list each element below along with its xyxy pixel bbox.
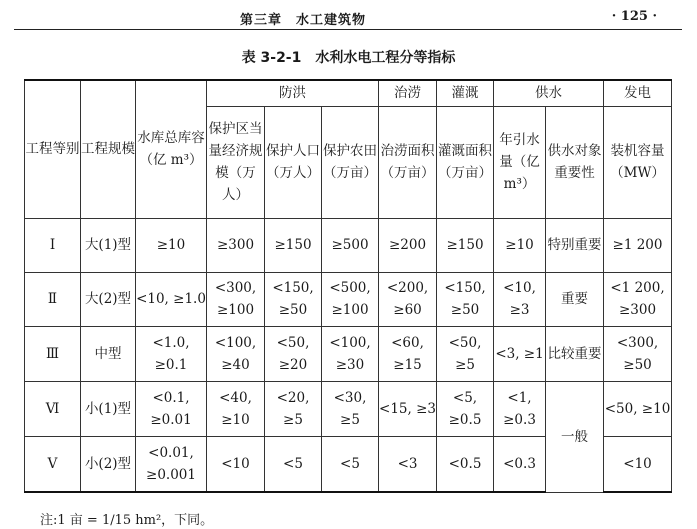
table-row — [25, 326, 672, 381]
running-header — [0, 9, 697, 29]
cell-scale: 大(1)型 — [81, 218, 136, 272]
col-header-importance: 供水对象重要性 — [546, 106, 604, 218]
cell-capacity: <1 200, ≥300 — [604, 272, 672, 326]
cell-storage: <1.0, ≥0.1 — [136, 326, 207, 381]
col-header-grade: 工程等别 — [25, 80, 81, 218]
cell-scale: 大(2)型 — [81, 272, 136, 326]
group-header-flood: 防洪 — [207, 80, 379, 106]
cell-grade: Ⅴ — [25, 436, 81, 492]
cell-grade: Ⅵ — [25, 381, 81, 436]
col-header-econ: 保护区当量经济规模（万人） — [207, 106, 265, 218]
cell-drainage: <15, ≥3 — [379, 381, 437, 436]
cell-irrigation: <0.5 — [437, 436, 494, 492]
cell-grade: Ⅰ — [25, 218, 81, 272]
cell-storage: <10, ≥1.0 — [136, 272, 207, 326]
table-caption — [0, 47, 697, 67]
group-header-water-supply: 供水 — [494, 80, 604, 106]
cell-water-volume: <3, ≥1 — [494, 326, 546, 381]
cell-econ: <300, ≥100 — [207, 272, 265, 326]
cell-drainage: ≥200 — [379, 218, 437, 272]
cell-capacity: <50, ≥10 — [604, 381, 672, 436]
cell-capacity: <300, ≥50 — [604, 326, 672, 381]
cell-irrigation: <5, ≥0.5 — [437, 381, 494, 436]
group-header-power: 发电 — [604, 80, 672, 106]
table-row — [25, 272, 672, 326]
cell-grade: Ⅱ — [25, 272, 81, 326]
col-header-scale: 工程规模 — [81, 80, 136, 218]
cell-storage: ≥10 — [136, 218, 207, 272]
col-header-storage: 水库总库容（亿 m³） — [136, 80, 207, 218]
cell-importance: 特别重要 — [546, 218, 604, 272]
group-header-irrigation: 灌溉 — [437, 80, 494, 106]
cell-irrigation: <50, ≥5 — [437, 326, 494, 381]
cell-scale: 小(1)型 — [81, 381, 136, 436]
cell-water-volume: <0.3 — [494, 436, 546, 492]
cell-scale: 小(2)型 — [81, 436, 136, 492]
cell-capacity: <10 — [604, 436, 672, 492]
cell-importance: 重要 — [546, 272, 604, 326]
cell-econ: <10 — [207, 436, 265, 492]
cell-water-volume: <1, ≥0.3 — [494, 381, 546, 436]
cell-water-volume: <10, ≥3 — [494, 272, 546, 326]
group-header-row — [25, 80, 672, 106]
cell-econ: ≥300 — [207, 218, 265, 272]
cell-econ: <40, ≥10 — [207, 381, 265, 436]
cell-population: <150, ≥50 — [265, 272, 322, 326]
col-header-farmland: 保护农田（万亩） — [322, 106, 379, 218]
col-header-irrigation-area: 灌溉面积（万亩） — [437, 106, 494, 218]
col-header-drainage-area: 治涝面积（万亩） — [379, 106, 437, 218]
cell-importance: 比较重要 — [546, 326, 604, 381]
page-number: · 125 · — [611, 9, 657, 24]
cell-storage: <0.01, ≥0.001 — [136, 436, 207, 492]
cell-drainage: <60, ≥15 — [379, 326, 437, 381]
cell-storage: <0.1, ≥0.01 — [136, 381, 207, 436]
cell-farmland: <500, ≥100 — [322, 272, 379, 326]
col-header-population: 保护人口（万人） — [265, 106, 322, 218]
cell-farmland: ≥500 — [322, 218, 379, 272]
cell-farmland: <100, ≥30 — [322, 326, 379, 381]
group-header-drainage: 治涝 — [379, 80, 437, 106]
table-row — [25, 381, 672, 436]
table-row — [25, 218, 672, 272]
cell-population: ≥150 — [265, 218, 322, 272]
table-footnote: 注:1 亩 = 1/15 hm²，下同。 — [40, 513, 214, 528]
cell-population: <20, ≥5 — [265, 381, 322, 436]
cell-scale: 中型 — [81, 326, 136, 381]
cell-farmland: <5 — [322, 436, 379, 492]
col-header-water-volume: 年引水量（亿 m³） — [494, 106, 546, 218]
cell-irrigation: ≥150 — [437, 218, 494, 272]
cell-population: <50, ≥20 — [265, 326, 322, 381]
col-header-capacity: 装机容量（MW） — [604, 106, 672, 218]
cell-irrigation: <150, ≥50 — [437, 272, 494, 326]
chapter-title: 第三章 水工建筑物 — [240, 13, 367, 28]
cell-farmland: <30, ≥5 — [322, 381, 379, 436]
cell-population: <5 — [265, 436, 322, 492]
cell-water-volume: ≥10 — [494, 218, 546, 272]
header-rule — [14, 29, 682, 30]
cell-grade: Ⅲ — [25, 326, 81, 381]
cell-drainage: <3 — [379, 436, 437, 492]
cell-capacity: ≥1 200 — [604, 218, 672, 272]
table-caption-number: 表 3-2-1 — [241, 50, 302, 66]
cell-drainage: <200, ≥60 — [379, 272, 437, 326]
cell-importance: 一般 — [546, 381, 604, 492]
cell-econ: <100, ≥40 — [207, 326, 265, 381]
table-caption-title: 水利水电工程分等指标 — [315, 50, 456, 66]
classification-table — [24, 79, 672, 493]
